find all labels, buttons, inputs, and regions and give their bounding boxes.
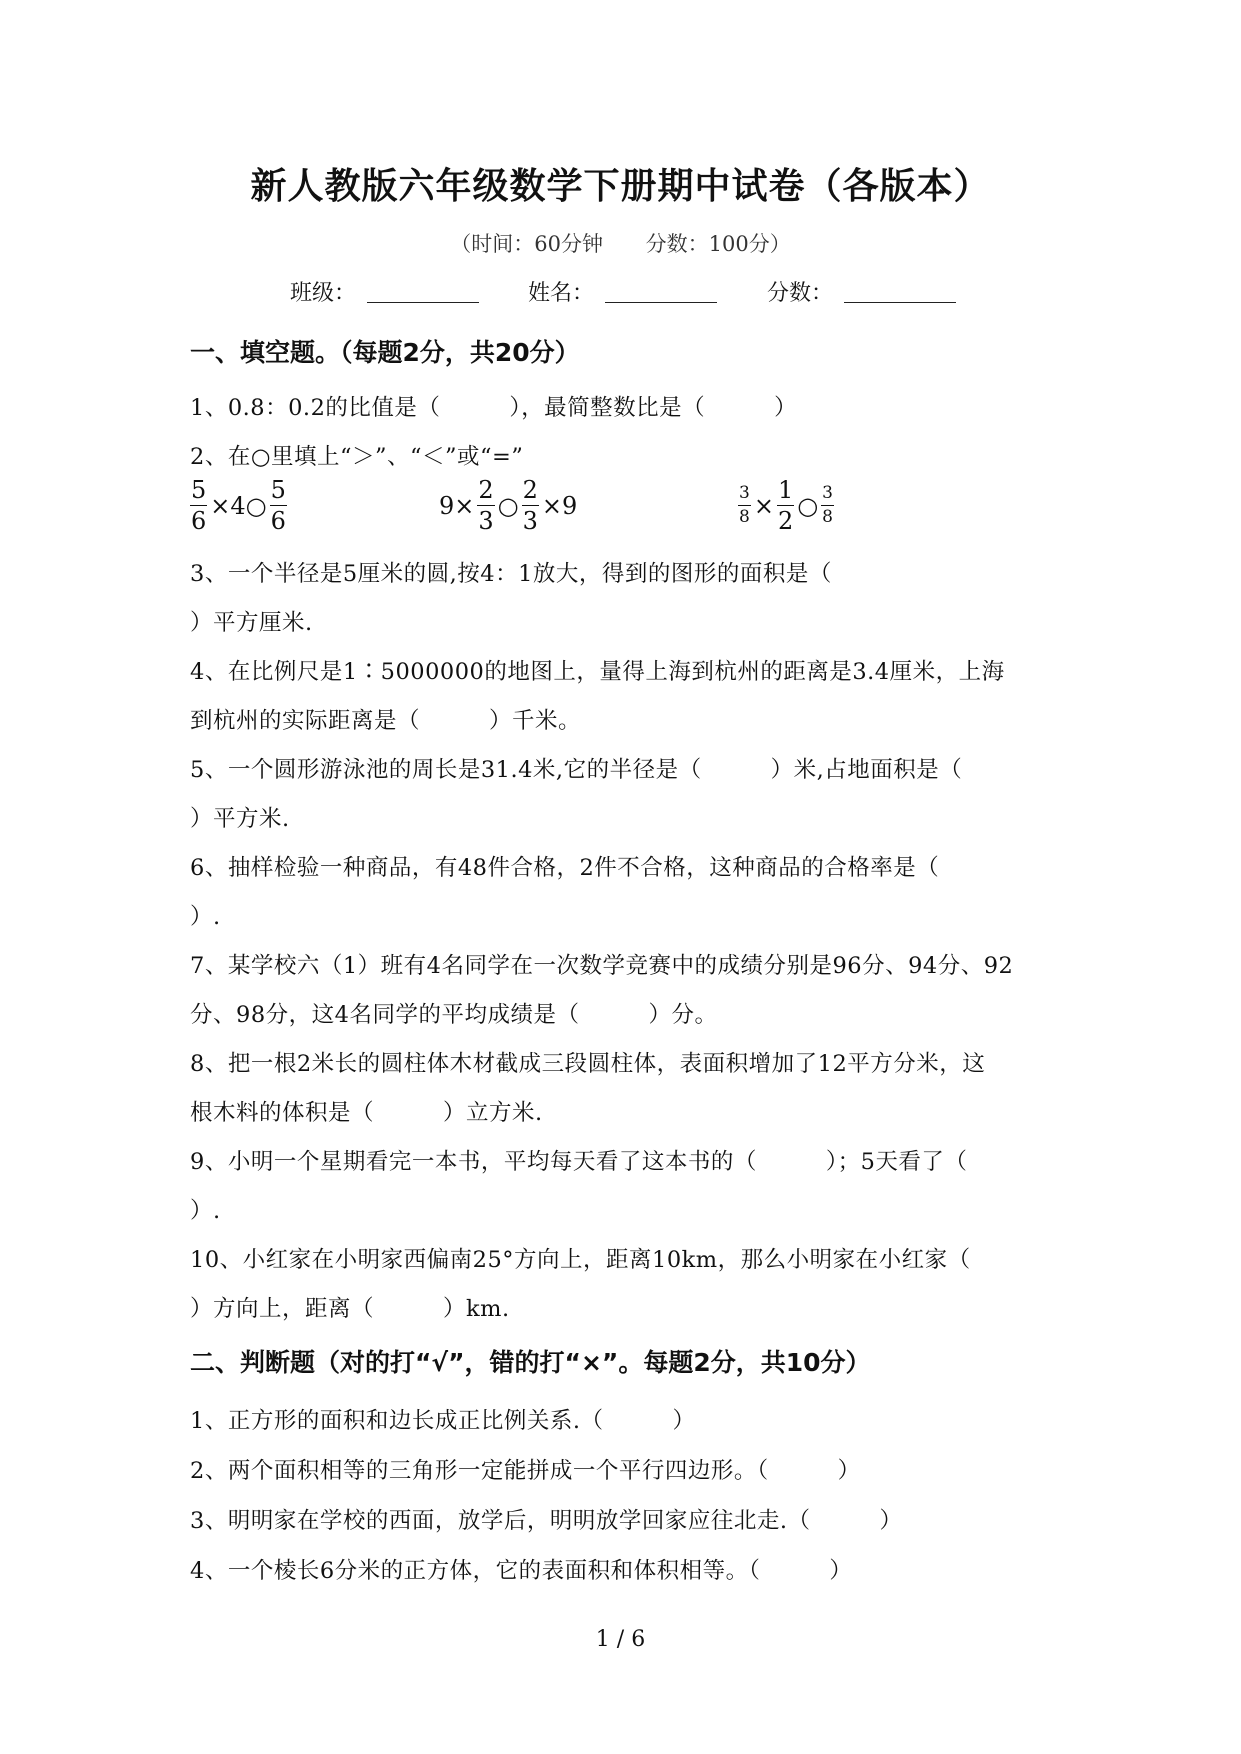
compare-expression-2 [436, 478, 580, 533]
name-label: 姓名： [528, 281, 595, 306]
question-line: 分、98分，这4名同学的平均成绩是（ ）分。 [190, 1002, 718, 1028]
question-line: 9、小明一个星期看完一本书，平均每天看了这本书的（ ）；5天看了（ [190, 1149, 968, 1175]
question-line: 4、一个棱长6分米的正方体，它的表面积和体积相等。（ ） [190, 1558, 853, 1584]
numerator: 5 [191, 476, 207, 504]
numerator: 2 [478, 476, 494, 504]
denominator: 2 [777, 507, 794, 535]
denominator: 3 [522, 507, 538, 535]
section-heading-true-false: 二、判断题（对的打“√”，错的打“×”。每题2分，共10分） [190, 1348, 871, 1377]
operator: ×9 [541, 491, 578, 520]
question-line: ）. [190, 904, 221, 930]
question-line: 到杭州的实际距离是（ ）千米。 [190, 708, 582, 734]
page-title: 新人教版六年级数学下册期中试卷（各版本） [250, 166, 991, 207]
question-line: 4、在比例尺是1∶5000000的地图上，量得上海到杭州的距离是3.4厘米，上海 [190, 659, 1005, 685]
fraction [270, 478, 287, 533]
denominator: 8 [739, 507, 750, 527]
operator-circle[interactable]: ○ [497, 491, 519, 520]
score-label: 分数： [767, 281, 834, 306]
question-line: ）方向上，距离（ ）km. [190, 1296, 510, 1322]
numerator: 5 [270, 476, 286, 504]
question-line: ）平方厘米. [190, 610, 313, 636]
numerator: 2 [522, 476, 538, 504]
denominator: 6 [270, 507, 286, 535]
class-label: 班级： [290, 281, 357, 306]
question-line: 3、一个半径是5厘米的圆,按4：1放大，得到的图形的面积是（ [190, 561, 832, 587]
question-line: 8、把一根2米长的圆柱体木材截成三段圆柱体，表面积增加了12平方分米，这 [190, 1051, 986, 1077]
question-line: 3、明明家在学校的西面，放学后，明明放学回家应往北走.（ ） [190, 1508, 903, 1534]
score-blank[interactable] [844, 302, 956, 303]
operator: × [753, 491, 774, 520]
compare-expression-1 [190, 478, 287, 533]
denominator: 6 [191, 507, 207, 535]
fraction [738, 485, 751, 526]
question-line: 6、抽样检验一种商品，有48件合格，2件不合格，这种商品的合格率是（ [190, 855, 940, 881]
question-line: 10、小红家在小明家西偏南25°方向上，距离10km，那么小明家在小红家（ [190, 1247, 971, 1273]
question-line: 1、0.8：0.2的比值是（ ），最简整数比是（ ） [190, 395, 798, 421]
question-line: 5、一个圆形游泳池的周长是31.4米,它的半径是（ ）米,占地面积是（ [190, 757, 963, 783]
time-label: （时间：60分钟 [450, 232, 603, 256]
class-blank[interactable] [367, 302, 479, 303]
numerator: 3 [821, 485, 834, 506]
question-line: 7、某学校六（1）班有4名同学在一次数学竞赛中的成绩分别是96分、94分、92 [190, 953, 1014, 979]
fraction [477, 478, 494, 533]
denominator: 3 [478, 507, 494, 535]
fraction [821, 485, 834, 526]
operator: 9× [439, 491, 475, 520]
question-line: 1、正方形的面积和边长成正比例关系.（ ） [190, 1408, 696, 1434]
fraction [777, 478, 794, 533]
operator-circle[interactable]: ○ [797, 491, 819, 520]
page-number: 1 / 6 [595, 1627, 646, 1652]
question-line: 根木料的体积是（ ）立方米. [190, 1100, 543, 1126]
fraction [190, 478, 207, 533]
compare-expression-3 [738, 478, 834, 533]
question-line: ）平方米. [190, 806, 290, 832]
name-blank[interactable] [605, 302, 717, 303]
question-line: ）. [190, 1198, 221, 1224]
fraction [522, 478, 539, 533]
operator-circle[interactable]: ×4○ [210, 491, 267, 520]
numerator: 1 [777, 476, 794, 504]
total-score-label: 分数：100分） [645, 232, 791, 256]
exam-meta [0, 228, 1241, 258]
section-heading-fill-blank: 一、填空题。（每题2分，共20分） [190, 338, 580, 367]
question-line: 2、两个面积相等的三角形一定能拼成一个平行四边形。（ ） [190, 1458, 861, 1484]
numerator: 3 [738, 485, 751, 506]
denominator: 8 [822, 507, 833, 527]
question-line: 2、在○里填上“＞”、“＜”或“=” [190, 444, 524, 470]
